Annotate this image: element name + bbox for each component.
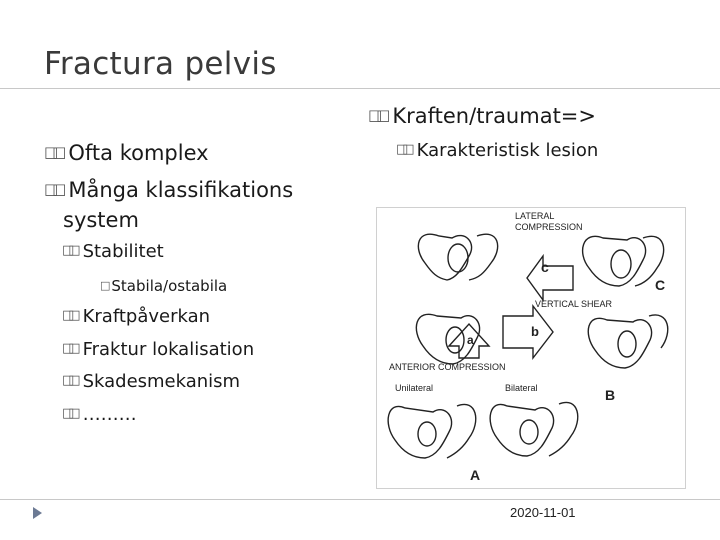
pelvis-shape [447,404,476,458]
label-c-arrow: c [541,259,549,275]
pelvis-shape [418,234,471,280]
label-vertical-shear: VERTICAL SHEAR [535,299,613,309]
bullet-icon: □□ [62,243,75,258]
pelvis-shape [490,404,553,456]
footer-divider [0,499,720,500]
bullet-continuation [63,208,139,232]
bullet-icon: □□ [396,142,409,157]
pelvis-shape [448,244,468,272]
label-A: A [470,467,481,483]
sub-bullet-item [62,306,210,327]
bullet-text: Stabila/ostabila [111,277,228,295]
pelvis-diagram [377,208,685,488]
sub-bullet-item [62,241,164,262]
label-unilateral: Unilateral [395,383,434,393]
pelvis-shape [549,402,578,456]
footer-date: 2020-11-01 [510,505,576,520]
bullet-item [44,178,293,202]
bullet-icon: □□ [44,180,61,198]
bullet-text: Fraktur lokalisation [82,339,255,360]
bullet-text: system [63,208,139,232]
bullet-icon: □□ [62,341,75,356]
pelvis-shape [588,318,651,368]
sub-bullet-item [62,371,240,392]
label-lateral: LATERAL [515,211,555,221]
label-B: B [605,387,616,403]
bullet-text: Stabilitet [82,241,164,262]
bullet-text: Kraften/traumat=> [392,104,596,128]
bullet-item [44,141,209,165]
bullet-text: Kraftpåverkan [82,306,211,327]
label-anterior-compression: ANTERIOR COMPRESSION [389,362,506,372]
bullet-text: Många klassifikations [68,178,294,202]
label-C: C [655,277,666,293]
sub-bullet-item [62,404,137,425]
bullet-text: Ofta komplex [68,141,209,165]
bullet-icon: □□ [62,373,75,388]
bullet-item [368,104,596,128]
bullet-text: Skadesmekanism [82,371,241,392]
pelvis-shape [469,234,498,280]
label-compression: COMPRESSION [515,222,583,232]
bullet-text: Karakteristisk lesion [416,140,599,161]
pelvis-shape [618,331,636,357]
pelvis-shape [388,406,451,458]
pelvis-fracture-figure [376,207,686,489]
bullet-text: ……… [82,404,137,425]
sub-sub-bullet-item [100,277,227,295]
bullet-icon: □□ [44,143,61,161]
pelvis-shape [418,422,436,446]
pelvis-shape [611,250,631,278]
bullet-icon: □□ [368,106,385,124]
title-divider [0,88,720,89]
bullet-icon: □ [100,279,107,292]
pelvis-shape [583,236,646,286]
label-bilateral: Bilateral [505,383,538,393]
pelvis-shape [520,420,538,444]
sub-bullet-item [62,339,254,360]
sub-bullet-item [396,140,598,161]
arrow-b [503,306,553,358]
bullet-icon: □□ [62,406,75,421]
slide-title: Fractura pelvis [44,46,277,82]
arrow-c [527,256,573,300]
label-b-arrow: b [531,324,539,339]
bullet-icon: □□ [62,308,75,323]
footer-arrow-icon [30,506,44,520]
label-a-arrow: a [467,333,474,347]
